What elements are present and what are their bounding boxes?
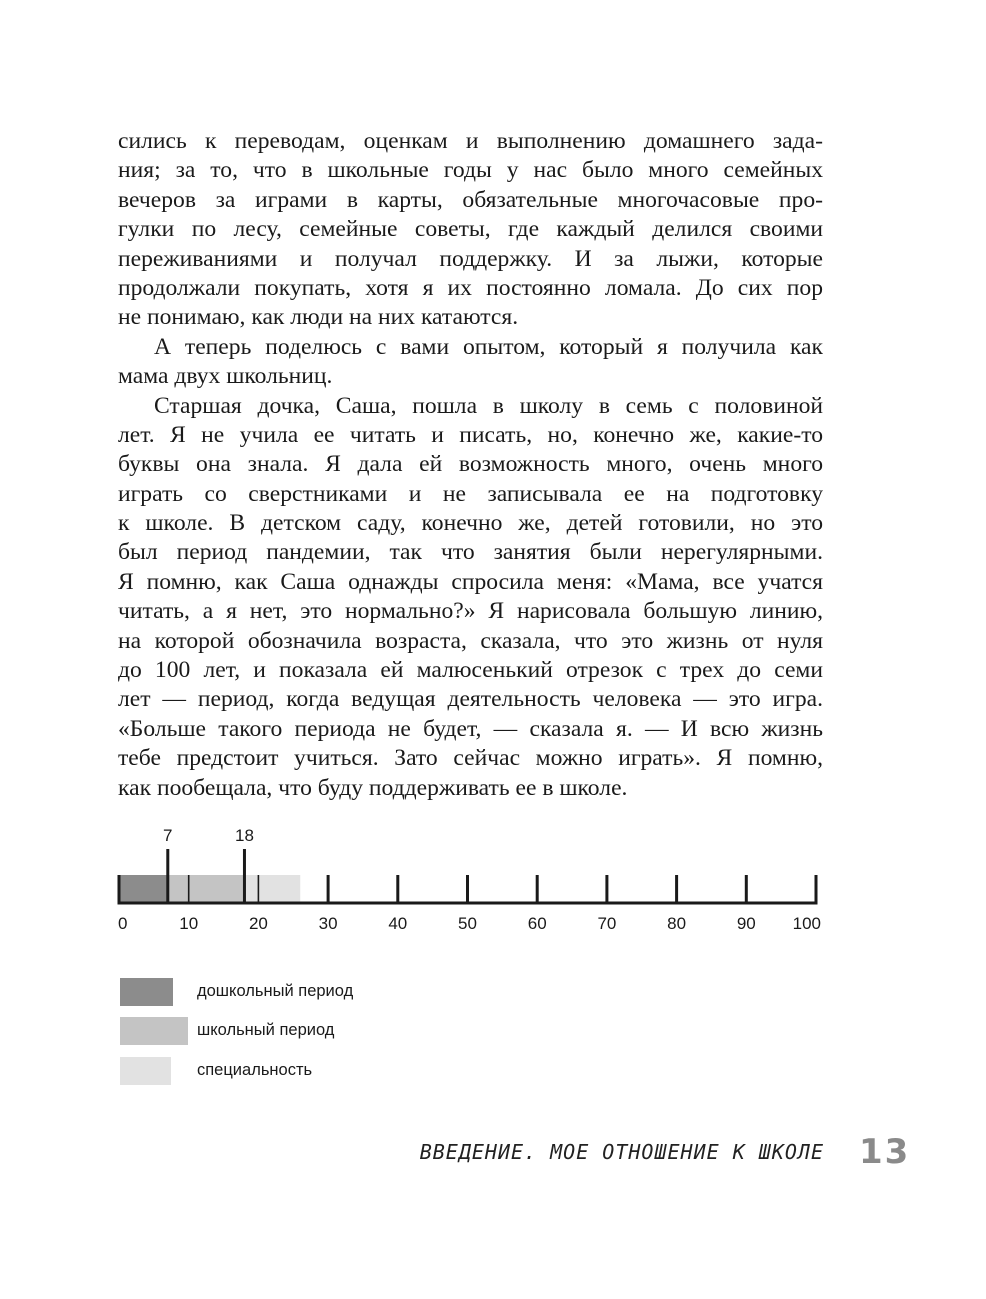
axis-tick-label: 50 <box>458 914 477 933</box>
text-line: сились к переводам, оценкам и выполнению домашнего зада- <box>118 128 823 154</box>
text-line: до 100 лет, и показала ей малюсенький отрезок с трех до семи <box>118 657 823 684</box>
text-line: ния; за то, что в школьные годы у нас было много семейных <box>118 157 823 184</box>
text-line: лет. Я не учила ее читать и писать, но, конечно же, какие-то <box>118 421 823 448</box>
axis-tick-label: 100 <box>792 914 821 933</box>
timeline-segment <box>119 875 168 903</box>
text-line: был период пандемии, так что занятия были нерегулярными. <box>118 539 823 566</box>
text-line: переживаниями и получал поддержку. И за лыжи, которые <box>118 245 823 272</box>
text-line: буквы она знала. Я дала ей возможность много, очень много <box>118 451 823 478</box>
legend-item <box>120 1057 380 1085</box>
legend-item <box>120 978 380 1006</box>
text-line: Я помню, как Саша однажды спросила меня: «Мама, все учатся <box>118 568 823 595</box>
text-line: лет — период, когда ведущая деятельность человека — это игра. <box>118 686 823 713</box>
text-line: как пообещала, что буду поддерживать ее в школе. <box>118 774 628 801</box>
legend-label: школьный период <box>197 1021 335 1039</box>
text-line: продолжали покупать, хотя я их постоянно ломала. До сих пор <box>118 274 823 301</box>
text-line: мама двух школьниц. <box>118 363 333 390</box>
axis-tick-label: 70 <box>597 914 617 933</box>
timeline-segment <box>244 875 300 903</box>
text-line: не понимаю, как люди на них катаются. <box>118 304 519 331</box>
legend-swatch-school <box>120 1017 188 1045</box>
axis-tick-label: 80 <box>667 914 687 933</box>
legend-item <box>120 1017 380 1045</box>
age-marker-label: 7 <box>163 826 173 845</box>
axis-tick-label: 10 <box>179 914 199 933</box>
text-line: «Больше такого периода не будет, — сказала я. — И всю жизнь <box>118 715 823 742</box>
timeline-segment <box>168 875 245 903</box>
text-line: вечеров за играми в карты, обязательные многочасовые про- <box>118 186 823 213</box>
age-marker-label: 18 <box>234 826 254 845</box>
legend-swatch-preschool <box>120 978 173 1006</box>
axis-tick-label: 30 <box>318 914 338 933</box>
legend-label: дошкольный период <box>197 982 354 1000</box>
text-line: к школе. В детском саду, конечно же, детей готовили, но это <box>118 510 823 537</box>
axis-tick-label: 40 <box>388 914 408 933</box>
page-number: 13 <box>859 1132 911 1172</box>
axis-tick-label: 0 <box>118 914 128 933</box>
running-head: ВВЕДЕНИЕ. МОЕ ОТНОШЕНИЕ К ШКОЛЕ <box>419 1140 824 1164</box>
axis-tick-label: 90 <box>736 914 756 933</box>
text-line: гулки по лесу, семейные советы, где каждый делился своими <box>118 216 823 243</box>
page-footer <box>0 1132 986 1172</box>
text-line: Старшая дочка, Саша, пошла в школу в семь с половиной <box>154 392 823 419</box>
text-line: тебе предстоит учиться. Зато сейчас можно играть». Я помню, <box>118 745 823 772</box>
legend-swatch-specialty <box>120 1057 171 1085</box>
text-line: играть со сверстниками и не записывала ее на подготовку <box>118 480 823 507</box>
axis-tick-label: 20 <box>248 914 268 933</box>
text-line: на которой обозначила возраста, сказала, что это жизнь от нуля <box>118 627 823 654</box>
text-line: А теперь поделюсь с вами опытом, который я получила как <box>154 333 823 360</box>
text-line: читать, а я нет, это нормально?» Я нарисовала большую линию, <box>118 598 823 625</box>
legend-label: специальность <box>197 1061 313 1079</box>
axis-tick-label: 60 <box>527 914 547 933</box>
